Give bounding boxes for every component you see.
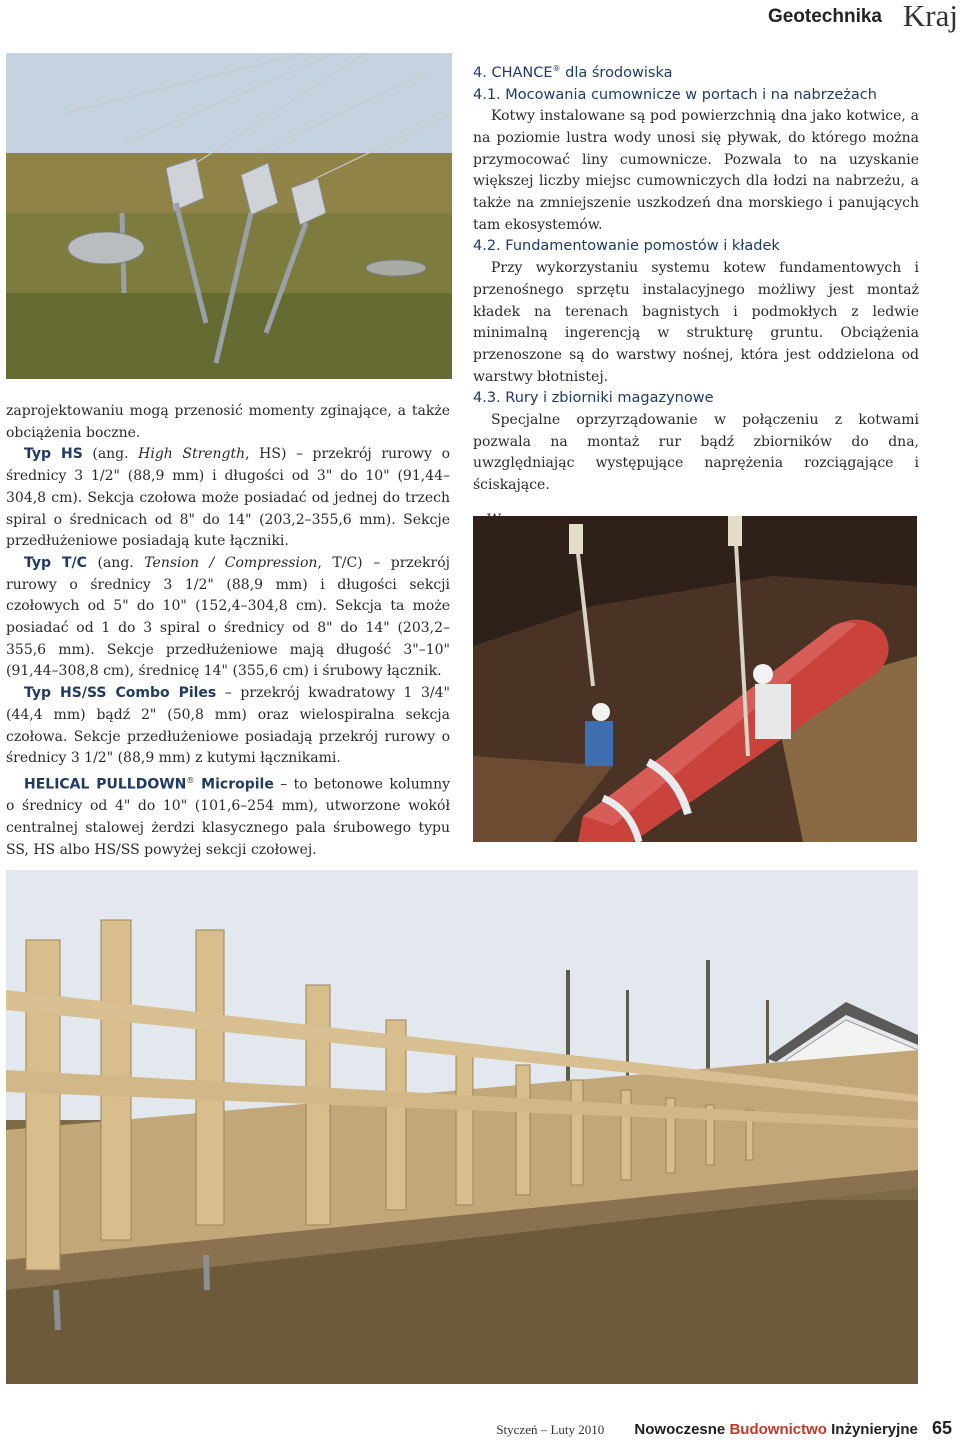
- heading-4-text: 4. CHANCE: [473, 64, 553, 81]
- micropile-paragraph: [6, 770, 450, 861]
- type-tc-text: , T/C) – przekrój rurowy o średnicy 3 1/2" (88,9 mm) i długości sekcji czołowych od 5" do 10" (152,4–304,8 cm). Sekcja ta może posiadać od 1 do 3 spiral o średnicy od 8" do 14" (203,2–355,6 mm). Sekcje przedłużeniowe mają długość 3"–10" (91,44–308,8 cm), średnicę 14" (355,6 cm) i śrubowy łącznik.: [6, 554, 450, 680]
- heading-4-rest: dla środowiska: [560, 64, 673, 81]
- section-subtitle: Kraj: [902, 0, 958, 33]
- type-hs-text: , HS) – przekrój rurowy o średnicy 3 1/2" (88,9 mm) i długości od 3" do 10" (91,44–304,8 cm). Sekcja czołowa może posiadać od jednej do trzech spiral o średnicach od 8" do 14" (203,2–355,6 mm). Sekcje przedłużeniowe posiadają kute łączniki.: [6, 446, 451, 550]
- type-hs-label: Typ HS: [24, 446, 83, 463]
- section-title: Geotechnika: [767, 6, 882, 27]
- intro-paragraph: zaprojektowaniu mogą przenosić momenty zginające, a także obciążenia boczne.: [6, 403, 450, 441]
- pipe-illustration: [473, 516, 917, 842]
- heading-4-reg: ®: [552, 64, 561, 73]
- type-tc-open: (ang.: [86, 554, 145, 571]
- page-number: 65: [931, 1418, 952, 1438]
- magazine-title: [634, 1421, 917, 1438]
- anchors-illustration: [6, 53, 452, 379]
- heading-4-2: 4.2. Fundamentowanie pomostów i kładek: [473, 238, 780, 255]
- paragraph-4-2: Przy wykorzystaniu systemu kotew fundamentowych i przenośnego sprzętu instalacyjnego możliwy jest montaż kładek na terenach bagnistych i podmokłych z ledwie minimalną ingerencją w strukturę gruntu. Obciążenia przenoszone są do warstwy nośnej, która jest oddzielona od warstwy błotnistej.: [473, 260, 919, 385]
- type-combo-paragraph: [6, 683, 450, 770]
- magazine-title-1: Nowoczesne: [634, 1421, 726, 1438]
- heading-4-1: 4.1. Mocowania cumownicze w portach i na nabrzeżach: [473, 86, 877, 103]
- type-hs-open: (ang.: [82, 446, 139, 463]
- micropile-reg: ®: [186, 775, 195, 785]
- paragraph-4-1: Kotwy instalowane są pod powierzchnią dna jako kotwice, a na poziomie lustra wody unosi się pływak, do którego można przymocować liny cumownicze. Pozwala to na uzyskanie większej liczby miejsc cumowniczych dla łodzi na nabrzeżu, a także na zmniejszenie uszkodzeń dna morskiego i panujących tam ekosystemów.: [473, 108, 919, 233]
- magazine-title-3: Inżynieryjne: [831, 1421, 918, 1438]
- issue-date: Styczeń – Luty 2010: [496, 1422, 605, 1437]
- type-hs-paragraph: [6, 444, 450, 553]
- left-column: [6, 401, 450, 861]
- paragraph-4-3: Specjalne oprzyrządowanie w połączeniu z kotwami pozwala na montaż rur bądź zbiorników do dna, uwzględniając występujące naprężenia rozciągające i ściskające.: [473, 412, 919, 494]
- heading-4: [473, 58, 919, 85]
- micropile-label2: Micropile: [194, 776, 274, 793]
- heading-4-3: 4.3. Rury i zbiorniki magazynowe: [473, 390, 714, 407]
- page-footer: [496, 1418, 952, 1439]
- type-tc-italic: Tension / Compression: [144, 554, 318, 571]
- type-combo-label: Typ HS/SS Combo Piles: [24, 685, 217, 702]
- type-hs-italic: High Strength: [138, 446, 246, 463]
- photo-helical-anchors: [6, 53, 452, 379]
- magazine-title-2: Budownictwo: [729, 1421, 827, 1438]
- right-column: [473, 58, 919, 553]
- photo-pipe-installation: [473, 516, 917, 842]
- photo-boardwalk: [6, 870, 918, 1384]
- boardwalk-illustration: [6, 870, 918, 1384]
- type-combo-text: – przekrój kwadratowy 1 3/4" (44,4 mm) bądź 2" (50,8 mm) oraz wielospiralna sekcja czołowa. Sekcje przedłużeniowe posiadają przekrój rurowy o średnicy 3 1/2" (88,9 mm) z kutymi łącznikami.: [6, 685, 450, 767]
- micropile-label: HELICAL PULLDOWN: [24, 776, 187, 793]
- type-tc-label: Typ T/C: [24, 554, 87, 571]
- type-tc-paragraph: [6, 553, 450, 683]
- micropile-text: – to betonowe kolumny o średnicy od 4" do 10" (101,6–254 mm), utworzone wokół centralnej stalowej żerdzi klasycznego pala śrubowego typu SS, HS albo HS/SS powyżej sekcji czołowej.: [6, 776, 451, 858]
